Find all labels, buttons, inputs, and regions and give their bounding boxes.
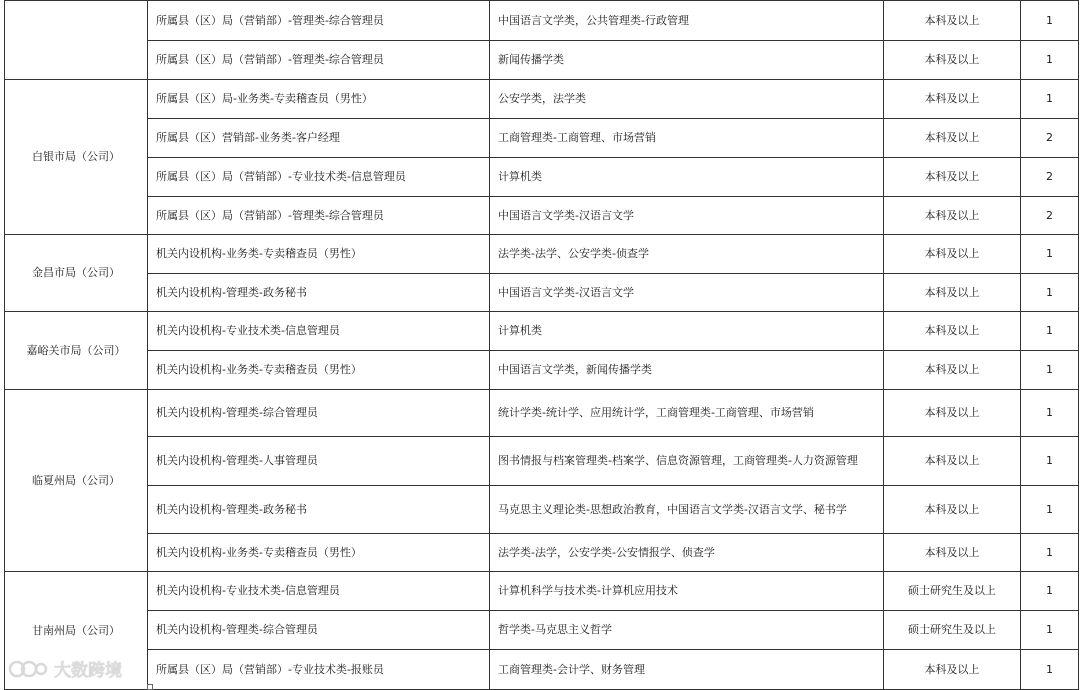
org-cell: 金昌市局（公司） xyxy=(5,235,148,312)
position-cell: 所属县（区）局（营销部）-管理类-综合管理员 xyxy=(148,197,490,235)
org-cell: 嘉峪关市局（公司） xyxy=(5,312,148,390)
count-cell: 1 xyxy=(1021,80,1079,119)
position-cell: 机关内设机构-业务类-专卖稽查员（男性） xyxy=(148,534,490,572)
table-row xyxy=(5,437,1079,486)
count-cell: 1 xyxy=(1021,41,1079,80)
table-row xyxy=(5,650,1079,690)
count-cell: 1 xyxy=(1021,351,1079,390)
position-cell: 机关内设机构-管理类-综合管理员 xyxy=(148,611,490,650)
education-cell: 本科及以上 xyxy=(884,534,1021,572)
major-cell: 法学类-法学、公安学类-侦查学 xyxy=(490,235,884,274)
major-cell: 中国语言文学类，新闻传播学类 xyxy=(490,351,884,390)
org-cell xyxy=(5,1,148,80)
count-cell: 2 xyxy=(1021,119,1079,158)
table-row xyxy=(5,572,1079,611)
major-cell: 统计学类-统计学、应用统计学，工商管理类-工商管理、市场营销 xyxy=(490,390,884,437)
table-row xyxy=(5,80,1079,119)
education-cell: 本科及以上 xyxy=(884,274,1021,312)
position-cell: 所属县（区）局（营销部）-专业技术类-信息管理员 xyxy=(148,158,490,197)
count-cell: 1 xyxy=(1021,274,1079,312)
count-cell: 1 xyxy=(1021,572,1079,611)
position-cell: 机关内设机构-管理类-政务秘书 xyxy=(148,274,490,312)
position-cell: 所属县（区）局（营销部）-专业技术类-报账员 xyxy=(148,650,490,690)
position-cell: 机关内设机构-专业技术类-信息管理员 xyxy=(148,572,490,611)
count-cell: 1 xyxy=(1021,1,1079,41)
position-cell: 机关内设机构-专业技术类-信息管理员 xyxy=(148,312,490,351)
major-cell: 哲学类-马克思主义哲学 xyxy=(490,611,884,650)
table-row xyxy=(5,611,1079,650)
position-cell: 机关内设机构-业务类-专卖稽查员（男性） xyxy=(148,235,490,274)
table-row xyxy=(5,158,1079,197)
org-cell: 白银市局（公司） xyxy=(5,80,148,235)
education-cell: 本科及以上 xyxy=(884,158,1021,197)
major-cell: 中国语言文学类-汉语言文学 xyxy=(490,197,884,235)
education-cell: 硕士研究生及以上 xyxy=(884,572,1021,611)
dashuju-logo-icon xyxy=(8,658,48,680)
major-cell: 中国语言文学类，公共管理类-行政管理 xyxy=(490,1,884,41)
table-row xyxy=(5,390,1079,437)
table-row xyxy=(5,41,1079,80)
position-cell: 所属县（区）局-业务类-专卖稽查员（男性） xyxy=(148,80,490,119)
recruitment-table xyxy=(4,0,1079,690)
table-row xyxy=(5,1,1079,41)
major-cell: 新闻传播学类 xyxy=(490,41,884,80)
count-cell: 2 xyxy=(1021,158,1079,197)
page-marker xyxy=(147,684,153,690)
major-cell: 计算机类 xyxy=(490,312,884,351)
major-cell: 计算机科学与技术类-计算机应用技术 xyxy=(490,572,884,611)
position-cell: 机关内设机构-管理类-政务秘书 xyxy=(148,486,490,534)
major-cell: 中国语言文学类-汉语言文学 xyxy=(490,274,884,312)
major-cell: 公安学类，法学类 xyxy=(490,80,884,119)
education-cell: 本科及以上 xyxy=(884,351,1021,390)
education-cell: 硕士研究生及以上 xyxy=(884,611,1021,650)
education-cell: 本科及以上 xyxy=(884,41,1021,80)
education-cell: 本科及以上 xyxy=(884,486,1021,534)
count-cell: 1 xyxy=(1021,312,1079,351)
count-cell: 1 xyxy=(1021,650,1079,690)
count-cell: 1 xyxy=(1021,437,1079,486)
table-row xyxy=(5,312,1079,351)
position-cell: 所属县（区）营销部-业务类-客户经理 xyxy=(148,119,490,158)
table-row xyxy=(5,197,1079,235)
table-row xyxy=(5,119,1079,158)
education-cell: 本科及以上 xyxy=(884,1,1021,41)
major-cell: 图书情报与档案管理类-档案学、信息资源管理，工商管理类-人力资源管理 xyxy=(490,437,884,486)
watermark xyxy=(8,656,122,681)
table-row xyxy=(5,351,1079,390)
position-cell: 机关内设机构-业务类-专卖稽查员（男性） xyxy=(148,351,490,390)
count-cell: 1 xyxy=(1021,486,1079,534)
education-cell: 本科及以上 xyxy=(884,390,1021,437)
count-cell: 1 xyxy=(1021,235,1079,274)
education-cell: 本科及以上 xyxy=(884,197,1021,235)
education-cell: 本科及以上 xyxy=(884,119,1021,158)
count-cell: 1 xyxy=(1021,390,1079,437)
education-cell: 本科及以上 xyxy=(884,235,1021,274)
major-cell: 工商管理类-工商管理、市场营销 xyxy=(490,119,884,158)
table-row xyxy=(5,274,1079,312)
major-cell: 工商管理类-会计学、财务管理 xyxy=(490,650,884,690)
major-cell: 法学类-法学，公安学类-公安情报学、侦查学 xyxy=(490,534,884,572)
education-cell: 本科及以上 xyxy=(884,437,1021,486)
table-row xyxy=(5,534,1079,572)
position-cell: 所属县（区）局（营销部）-管理类-综合管理员 xyxy=(148,41,490,80)
count-cell: 1 xyxy=(1021,611,1079,650)
major-cell: 计算机类 xyxy=(490,158,884,197)
org-cell: 临夏州局（公司） xyxy=(5,390,148,572)
education-cell: 本科及以上 xyxy=(884,650,1021,690)
org-cell: 甘南州局（公司） xyxy=(5,572,148,690)
position-cell: 机关内设机构-管理类-综合管理员 xyxy=(148,390,490,437)
education-cell: 本科及以上 xyxy=(884,312,1021,351)
count-cell: 1 xyxy=(1021,534,1079,572)
position-cell: 所属县（区）局（营销部）-管理类-综合管理员 xyxy=(148,1,490,41)
major-cell: 马克思主义理论类-思想政治教育，中国语言文学类-汉语言文学、秘书学 xyxy=(490,486,884,534)
position-cell: 机关内设机构-管理类-人事管理员 xyxy=(148,437,490,486)
watermark-text: 大数跨境 xyxy=(54,661,122,681)
table-row xyxy=(5,235,1079,274)
education-cell: 本科及以上 xyxy=(884,80,1021,119)
table-row xyxy=(5,486,1079,534)
count-cell: 2 xyxy=(1021,197,1079,235)
